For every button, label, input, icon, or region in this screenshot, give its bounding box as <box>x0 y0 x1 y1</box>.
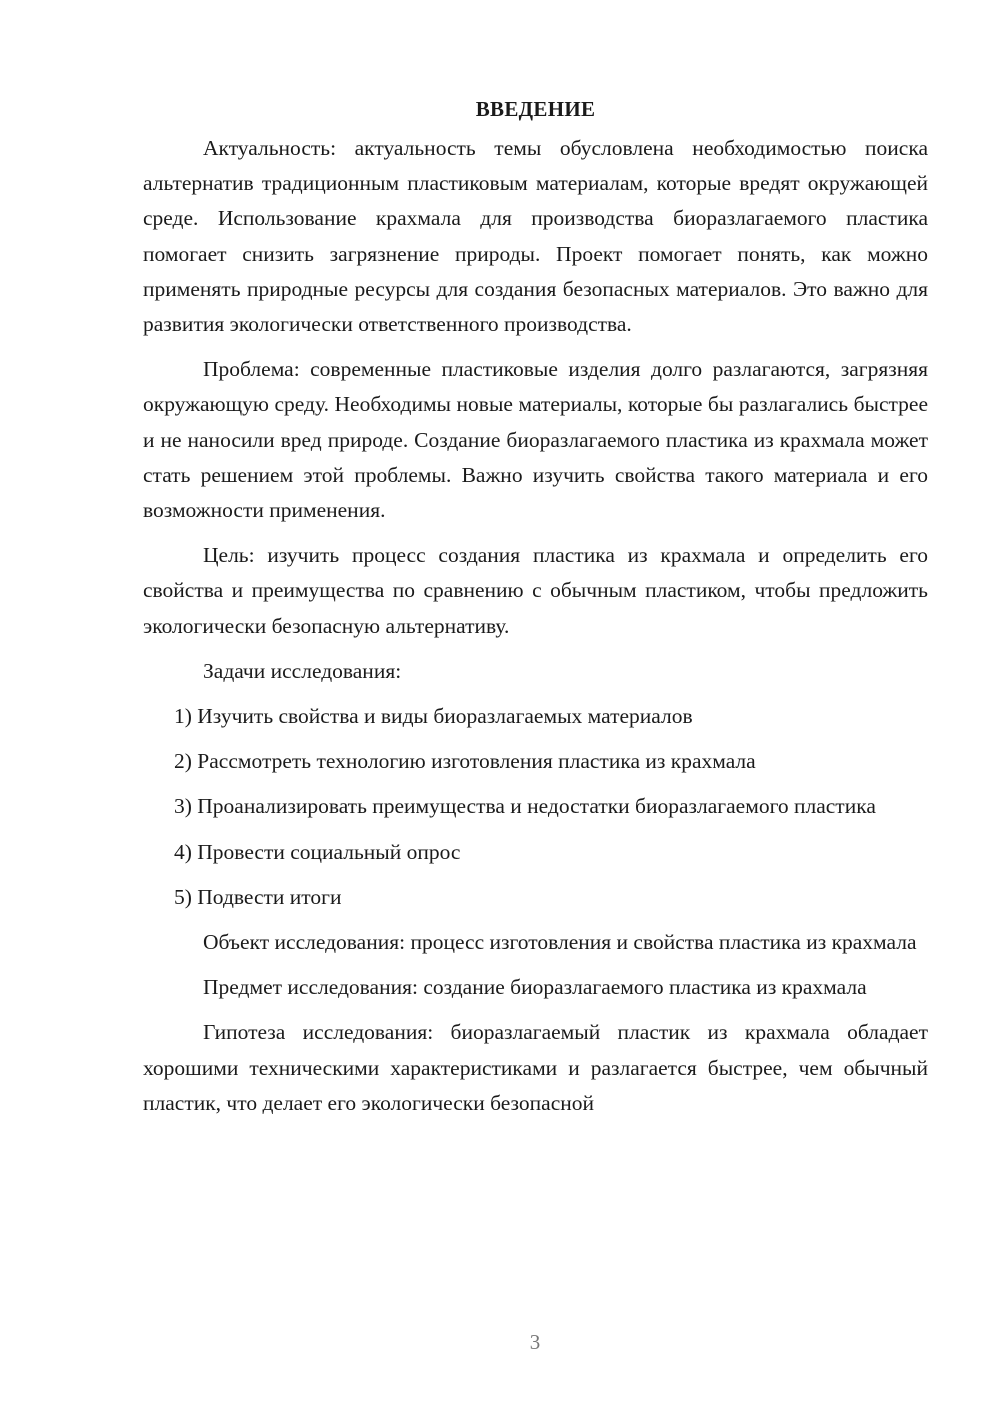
task-item-1: 1) Изучить свойства и виды биоразлагаемых материалов <box>174 704 693 729</box>
goal-paragraph: Цель: изучить процесс создания пластика из крахмала и определить его свойства и преимущества по сравнению с обычным пластиком, чтобы предложить экологически безопасную альтернативу. <box>143 543 928 638</box>
section-heading: ВВЕДЕНИЕ <box>475 97 596 121</box>
problem-paragraph: Проблема: современные пластиковые изделия долго разлагаются, загрязняя окружающую среду. Необходимы новые материалы, которые бы разлагались быстрее и не наносили вред природе. Создание биоразлагаемого пластика из крахмала может стать решением этой проблемы. Важно изучить свойства такого материала и его возможности применения. <box>143 357 928 523</box>
relevance-paragraph: Актуальность: актуальность темы обусловлена необходимостью поиска альтернатив традиционным пластиковым материалам, которые вредят окружающей среде. Использование крахмала для производства биоразлагаемого пластика помогает снизить загрязнение природы. Проект помогает понять, как можно применять природные ресурсы для создания безопасных материалов. Это важно для развития экологически ответственного производства. <box>143 136 928 337</box>
task-item-4: 4) Провести социальный опрос <box>174 839 461 864</box>
hypothesis-paragraph: Гипотеза исследования: биоразлагаемый пластик из крахмала обладает хорошими техническими характеристиками и разлагается быстрее, чем обычный пластик, что делает его экологически безопасной <box>143 1020 928 1115</box>
document-page <box>143 92 928 1131</box>
page-number: 3 <box>529 1330 541 1354</box>
object-paragraph: Объект исследования: процесс изготовления и свойства пластика из крахмала <box>203 930 917 955</box>
tasks-heading: Задачи исследования: <box>203 658 402 683</box>
task-item-3: 3) Проанализировать преимущества и недостатки биоразлагаемого пластика <box>174 794 876 819</box>
subject-paragraph: Предмет исследования: создание биоразлагаемого пластика из крахмала <box>203 975 867 1000</box>
task-item-2: 2) Рассмотреть технологию изготовления пластика из крахмала <box>174 749 756 774</box>
task-item-5: 5) Подвести итоги <box>174 884 342 909</box>
